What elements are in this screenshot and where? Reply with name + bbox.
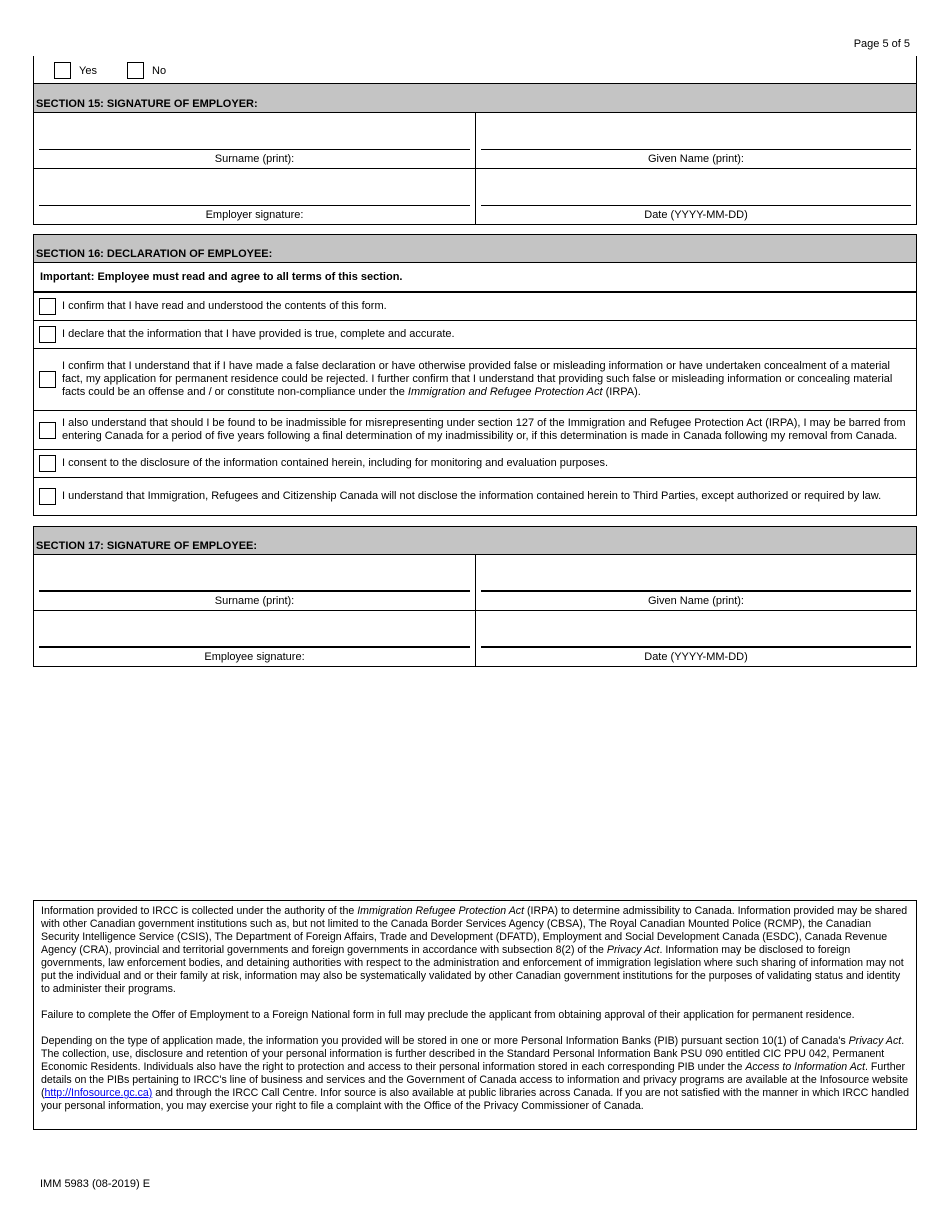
no-checkbox[interactable] (127, 62, 144, 79)
declaration-text-6: I understand that Immigration, Refugees and Citizenship Canada will not disclose the information contained herein to Third Parties, except authorized or required by law. (62, 490, 882, 502)
employer-given-name-label: Given Name (print): (648, 153, 744, 165)
employer-date-label: Date (YYYY-MM-DD) (644, 209, 748, 221)
no-option[interactable] (127, 62, 166, 79)
employer-surname-field[interactable] (34, 113, 475, 168)
employee-date-field[interactable] (475, 611, 916, 666)
declaration-item (34, 293, 916, 321)
signature-line (39, 205, 470, 206)
employer-given-name-field[interactable] (475, 113, 916, 168)
declaration-item (34, 478, 916, 515)
section-17 (33, 526, 917, 667)
privacy-paragraph-2: Failure to complete the Offer of Employment to a Foreign National form in full may preclude the applicant from obtaining approval of their application for permanent residence. (41, 1009, 855, 1021)
page-number: Page 5 of 5 (853, 38, 910, 50)
employee-date-label: Date (YYYY-MM-DD) (644, 651, 748, 663)
declaration-checkbox-1[interactable] (39, 298, 56, 315)
employee-given-name-label: Given Name (print): (648, 595, 744, 607)
privacy-paragraph-1: Information provided to IRCC is collected under the authority of the Immigration Refugee Protection Act (IRPA) to determine admissibility to Canada. Information provided may be shared with other Canadian government institutions such as, but not limited to the Canada Border Services Agency (CBSA), The Royal Canadian Mounted Police (RCMP), the Canadian Security Intelligence Service (CSIS), The Department of Foreign Affairs, Trade and Development (DFATD), Employment and Social Development Canada (ESDC), Canada Revenue Agency (CRA), provincial and territorial governments and foreign governments in accordance with subsection 8(2) of the Privacy Act. Information may be disclosed to foreign governments, law enforcement bodies, and detaining authorities with respect to the administration and enforcement of immigration legislation where such sharing of information may not put the individual and or their family at risk, information may also be systematically validated by other Canadian government institutions for the purposes of validating status and identity to administer their programs. (41, 905, 908, 995)
declaration-item (34, 349, 916, 411)
employer-date-field[interactable] (475, 169, 916, 224)
declaration-checkbox-5[interactable] (39, 455, 56, 472)
signature-line (481, 205, 911, 206)
signature-line (481, 646, 911, 648)
signature-line (39, 646, 470, 648)
signature-line (481, 590, 911, 592)
yes-label: Yes (79, 64, 97, 77)
privacy-notice (33, 900, 917, 1130)
employee-given-name-field[interactable] (475, 555, 916, 610)
section-17-title: SECTION 17: SIGNATURE OF EMPLOYEE: (34, 527, 916, 555)
declaration-text-5: I consent to the disclosure of the information contained herein, including for monitoring and evaluation purposes. (62, 457, 609, 469)
declaration-item (34, 321, 916, 349)
employee-signature-field[interactable] (34, 611, 475, 666)
yes-no-strip (33, 56, 917, 84)
employer-signature-label: Employer signature: (205, 209, 304, 221)
section-16-important-note: Important: Employee must read and agree to all terms of this section. (34, 263, 916, 293)
infosource-link[interactable]: http://Infosource.gc.ca) (44, 1087, 153, 1099)
declaration-text-2: I declare that the information that I have provided is true, complete and accurate. (62, 328, 455, 340)
declaration-checkbox-4[interactable] (39, 422, 56, 439)
employer-signature-field[interactable] (34, 169, 475, 224)
employee-name-row (34, 555, 916, 611)
signature-line (481, 149, 911, 150)
declaration-text-4: I also understand that should I be found to be inadmissible for misrepresenting under section 127 of the Immigration and Refugee Protection Act (IRPA), I may be barred from entering Canada for a period of five years following a final determination of my inadmissibility or, if this determination is made in Canada following my removal from Canada. (62, 417, 906, 442)
employee-surname-label: Surname (print): (214, 595, 295, 607)
section-15 (33, 83, 917, 225)
declaration-text-1: I confirm that I have read and understood the contents of this form. (62, 300, 387, 312)
declaration-checkbox-2[interactable] (39, 326, 56, 343)
section-16 (33, 234, 917, 516)
signature-line (39, 590, 470, 592)
form-identifier: IMM 5983 (08-2019) E (40, 1178, 151, 1190)
section-15-title: SECTION 15: SIGNATURE OF EMPLOYER: (34, 84, 916, 113)
no-label: No (152, 64, 167, 77)
yes-option[interactable] (54, 62, 97, 79)
employee-signature-label: Employee signature: (204, 651, 305, 663)
declaration-item (34, 411, 916, 450)
declaration-text-3: I confirm that I understand that if I have made a false declaration or have otherwise provided false or misleading information or have undertaken concealment of a material fact, my application for permanent residence could be rejected. I further confirm that I understand that providing such false or misleading information or concealing material facts could be an offense and / or constitute non-compliance under the Immigration and Refugee Protection Act (IRPA). (62, 360, 893, 398)
yes-checkbox[interactable] (54, 62, 71, 79)
employee-surname-field[interactable] (34, 555, 475, 610)
privacy-paragraph-3: Depending on the type of application made, the information you provided will be stored in one or more Personal Information Banks (PIB) pursuant section 10(1) of Canada's Privacy Act. The collection, use, disclosure and retention of your personal information is further described in the Standard Personal Information Bank PSU 090 entitled CIC PPU 042, Permanent Economic Residents. Individuals also have the right to protection and access to their personal information stored in each corresponding PIB under the Access to Information Act. Further details on the PIBs pertaining to IRCC's line of business and services and the Government of Canada access to information and privacy programs are available at the Infosource website (http://Infosource.gc.ca) and through the IRCC Call Centre. Infor source is also available at public libraries across Canada. If you are not satisfied with the manner in which IRCC handled your personal information, you may exercise your right to file a complaint with the Office of the Privacy Commissioner of Canada. (41, 1035, 909, 1112)
declaration-checkbox-6[interactable] (39, 488, 56, 505)
declaration-checkbox-3[interactable] (39, 371, 56, 388)
employer-signature-row (34, 169, 916, 224)
employer-surname-label: Surname (print): (214, 153, 295, 165)
employer-name-row (34, 113, 916, 169)
signature-line (39, 149, 470, 150)
employee-signature-row (34, 611, 916, 666)
section-16-title: SECTION 16: DECLARATION OF EMPLOYEE: (34, 235, 916, 263)
declaration-item (34, 450, 916, 478)
